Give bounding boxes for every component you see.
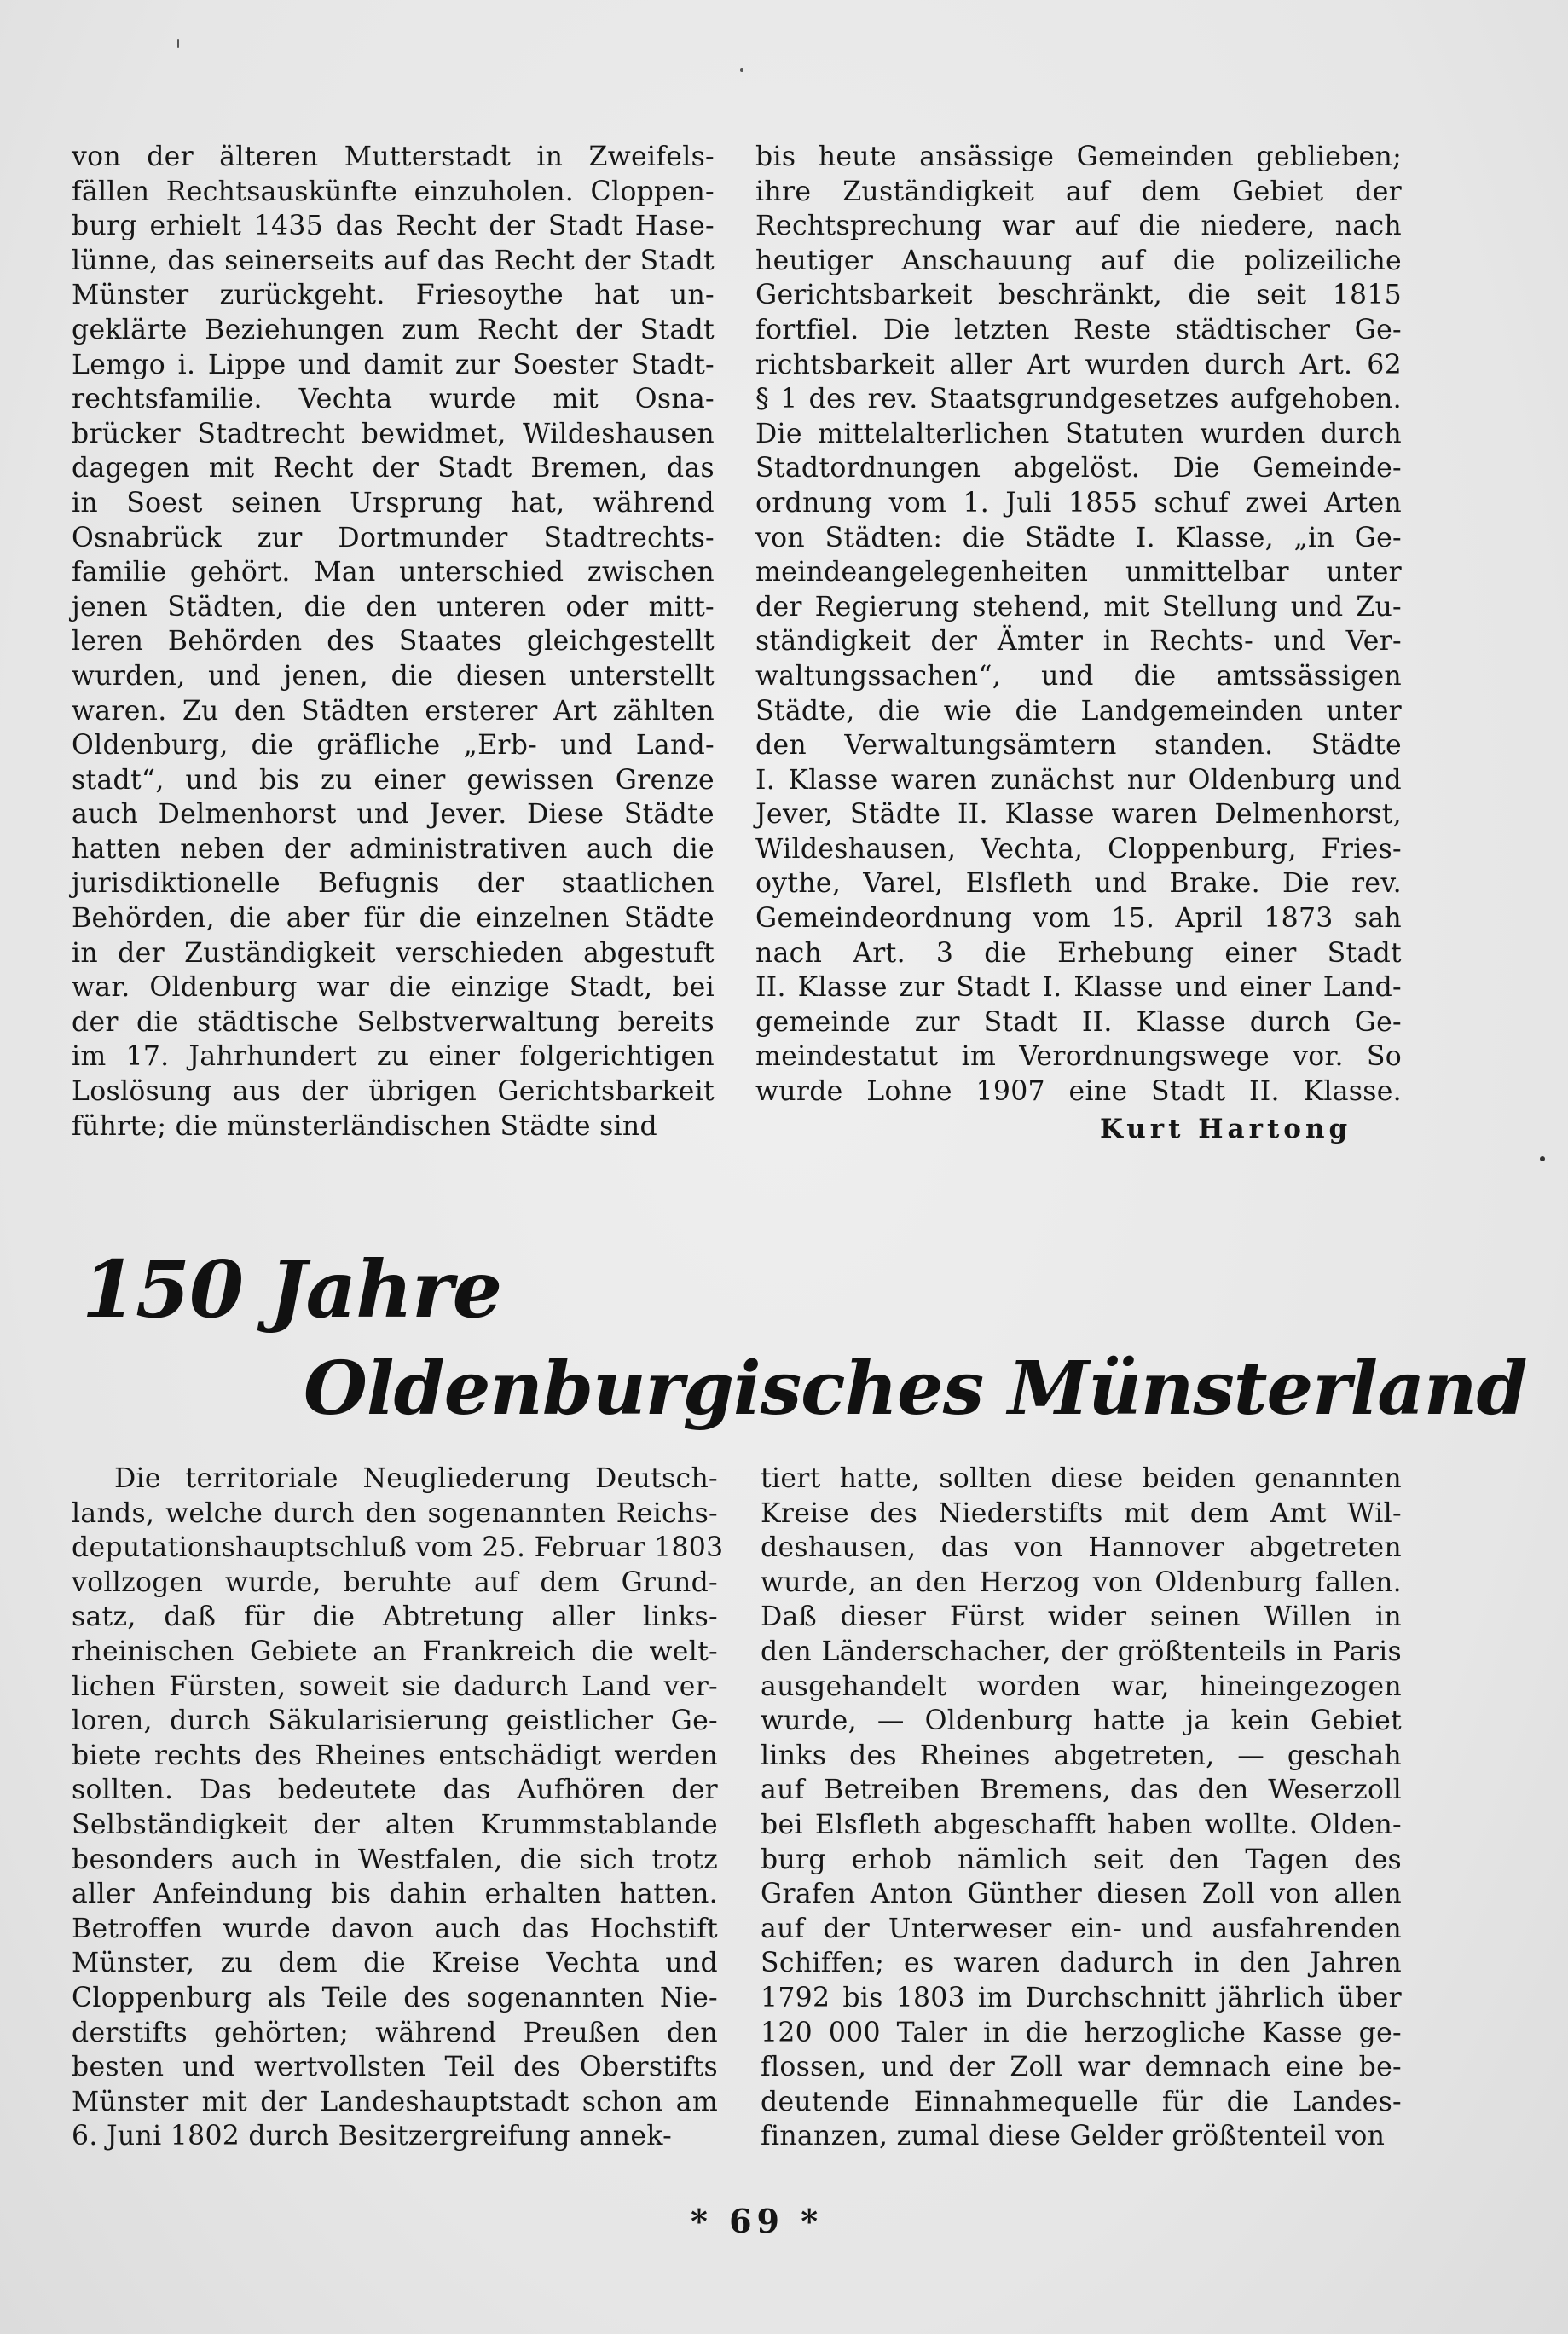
text-line: sollten. Das bedeutete das Aufhören der (72, 1775, 718, 1806)
text-line: Schiffen; es waren dadurch in den Jahren (761, 1948, 1402, 1979)
text-line: lands, welche durch den sogenannten Reichs- (72, 1497, 718, 1529)
text-line: heutiger Anschauung auf die polizeiliche (755, 245, 1402, 276)
text-line: den Verwaltungsämtern standen. Städte (755, 730, 1402, 762)
text-line: deshausen, das von Hannover abgetreten (761, 1532, 1402, 1564)
text-line: Gemeindeordnung vom 15. April 1873 sah (755, 903, 1402, 935)
text-line: Betroffen wurde davon auch das Hochstift (72, 1913, 718, 1944)
headline-line-1: 150 Jahre (82, 1243, 502, 1335)
text-line: dagegen mit Recht der Stadt Bremen, das (72, 453, 715, 484)
text-line: ständigkeit der Ämter in Rechts- und Ver- (755, 626, 1402, 657)
text-line: Cloppenburg als Teile des sogenannten Nie- (72, 1982, 718, 2013)
print-speck (177, 39, 179, 48)
text-line: den Länderschacher, der größtenteils in Paris (761, 1636, 1402, 1667)
author-signature: Kurt Hartong (1100, 1114, 1352, 1144)
text-line: waltungssachen“, und die amtssässigen (755, 660, 1402, 692)
text-line: brücker Stadtrecht bewidmet, Wildeshausen (72, 418, 715, 449)
text-line: Jever, Städte II. Klasse waren Delmenhorst, (755, 799, 1402, 831)
bottom-right-column (761, 1462, 1402, 2154)
text-line: I. Klasse waren zunächst nur Oldenburg und (755, 764, 1402, 796)
text-line: besten und wertvollsten Teil des Oberstifts (72, 2052, 718, 2083)
text-line: Osnabrück zur Dortmunder Stadtrechts- (72, 522, 715, 553)
text-line: jurisdiktionelle Befugnis der staatlichen (72, 868, 715, 900)
text-line: Rechtsprechung war auf die niedere, nach (755, 211, 1402, 242)
print-speck (740, 68, 743, 72)
text-line: Loslösung aus der übrigen Gerichtsbarkeit (72, 1076, 715, 1108)
text-line: von Städten: die Städte I. Klasse, „in Ge- (755, 522, 1402, 553)
text-line: Stadtordnungen abgelöst. Die Gemeinde- (755, 453, 1402, 484)
text-line: hatten neben der administrativen auch die (72, 833, 715, 865)
text-line: Grafen Anton Günther diesen Zoll von allen (761, 1879, 1402, 1910)
text-line: in der Zuständigkeit verschieden abgestuft (72, 937, 715, 969)
text-line: satz, daß für die Abtretung aller links- (72, 1601, 718, 1633)
text-line: Behörden, die aber für die einzelnen Städte (72, 903, 715, 935)
top-left-column (72, 140, 715, 1144)
text-line: Münster, zu dem die Kreise Vechta und (72, 1948, 718, 1979)
text-line: II. Klasse zur Stadt I. Klasse und einer Land- (755, 972, 1402, 1004)
text-line: war. Oldenburg war die einzige Stadt, bei (72, 972, 715, 1004)
text-line: deputationshauptschluß vom 25. Februar 1803 (72, 1532, 724, 1564)
text-line: führte; die münsterländischen Städte sind (72, 1110, 657, 1142)
text-line: ihre Zuständigkeit auf dem Gebiet der (755, 176, 1402, 207)
text-line: Kreise des Niederstifts mit dem Amt Wil- (761, 1497, 1402, 1529)
text-line: der Regierung stehend, mit Stellung und Zu- (755, 591, 1402, 623)
text-line: von der älteren Mutterstadt in Zweifels- (72, 142, 715, 172)
text-line: stadt“, und bis zu einer gewissen Grenze (72, 764, 715, 796)
page-number: * 69 * (691, 2202, 824, 2240)
text-line: besonders auch in Westfalen, die sich trotz (72, 1844, 718, 1875)
text-line: biete rechts des Rheines entschädigt werden (72, 1740, 718, 1771)
text-line: loren, durch Säkularisierung geistlicher Ge- (72, 1706, 718, 1737)
text-line: der die städtische Selbstverwaltung bereits (72, 1006, 715, 1038)
text-line: wurde, — Oldenburg hatte ja kein Gebiet (761, 1706, 1402, 1737)
text-line: jenen Städten, die den unteren oder mitt- (72, 591, 715, 623)
text-line: lünne, das seinerseits auf das Recht der Stadt (72, 245, 715, 276)
text-line: Wildeshausen, Vechta, Cloppenburg, Fries- (755, 833, 1402, 865)
text-line: links des Rheines abgetreten, — geschah (761, 1740, 1402, 1771)
text-line: lichen Fürsten, soweit sie dadurch Land ver- (72, 1671, 718, 1702)
text-line: nach Art. 3 die Erhebung einer Stadt (755, 937, 1402, 969)
text-line: auch Delmenhorst und Jever. Diese Städte (72, 799, 715, 831)
text-line: deutende Einnahmequelle für die Landes- (761, 2086, 1402, 2117)
text-line: geklärte Beziehungen zum Recht der Stadt (72, 314, 715, 345)
text-line: Gerichtsbarkeit beschränkt, die seit 1815 (755, 280, 1402, 311)
text-line: Die mittelalterlichen Statuten wurden durch (755, 418, 1402, 449)
text-line: auf Betreiben Bremens, das den Weserzoll (761, 1775, 1402, 1806)
text-line: vollzogen wurde, beruhte auf dem Grund- (72, 1567, 718, 1598)
text-line: Selbständigkeit der alten Krummstablande (72, 1809, 718, 1840)
text-line: Münster zurückgeht. Friesoythe hat un- (72, 280, 715, 311)
text-line: burg erhob nämlich seit den Tagen des (761, 1844, 1402, 1875)
text-line: im 17. Jahrhundert zu einer folgerichtigen (72, 1041, 715, 1073)
text-line: Oldenburg, die gräfliche „Erb- und Land- (72, 730, 715, 762)
text-line: Städte, die wie die Landgemeinden unter (755, 695, 1402, 727)
text-line: tiert hatte, sollten diese beiden genannten (761, 1463, 1402, 1494)
text-line: flossen, und der Zoll war demnach eine be- (761, 2052, 1402, 2083)
text-line: burg erhielt 1435 das Recht der Stadt Hase- (72, 211, 715, 242)
text-line: meindeangelegenheiten unmittelbar unter (755, 557, 1402, 588)
text-line: familie gehört. Man unterschied zwischen (72, 557, 715, 588)
text-line: leren Behörden des Staates gleichgestellt (72, 626, 715, 657)
text-line: wurden, und jenen, die diesen unterstellt (72, 660, 715, 692)
text-line: richtsbarkeit aller Art wurden durch Art. 62 (755, 349, 1402, 380)
text-line: ausgehandelt worden war, hineingezogen (761, 1671, 1402, 1702)
text-line: fällen Rechtsauskünfte einzuholen. Cloppen- (72, 176, 715, 207)
text-line: 6. Juni 1802 durch Besitzergreifung annek- (72, 2121, 673, 2152)
text-line: rheinischen Gebiete an Frankreich die welt- (72, 1636, 718, 1667)
print-speck (1540, 1156, 1545, 1161)
text-line: Münster mit der Landeshauptstadt schon am (72, 2086, 718, 2117)
text-line: fortfiel. Die letzten Reste städtischer Ge- (755, 314, 1402, 345)
text-line: waren. Zu den Städten ersterer Art zählten (72, 695, 715, 727)
text-line: Lemgo i. Lippe und damit zur Soester Stadt- (72, 349, 715, 380)
text-line: gemeinde zur Stadt II. Klasse durch Ge- (755, 1006, 1402, 1038)
text-line: aller Anfeindung bis dahin erhalten hatten. (72, 1879, 718, 1910)
text-line: 120 000 Taler in die herzogliche Kasse ge- (761, 2017, 1402, 2048)
text-line: bis heute ansässige Gemeinden geblieben; (755, 142, 1402, 172)
text-line: Daß dieser Fürst wider seinen Willen in (761, 1601, 1402, 1633)
text-line: oythe, Varel, Elsfleth und Brake. Die rev. (755, 868, 1402, 900)
text-line: 1792 bis 1803 im Durchschnitt jährlich über (761, 1982, 1402, 2013)
text-line: bei Elsfleth abgeschafft haben wollte. Olden- (761, 1809, 1402, 1840)
headline-line-2: Oldenburgisches Münsterland (304, 1346, 1527, 1432)
text-line: § 1 des rev. Staatsgrundgesetzes aufgehoben. (755, 384, 1402, 415)
text-line: ordnung vom 1. Juli 1855 schuf zwei Arten (755, 487, 1402, 518)
text-line: wurde Lohne 1907 eine Stadt II. Klasse. (755, 1076, 1402, 1108)
bottom-left-column (72, 1462, 724, 2154)
text-line: derstifts gehörten; während Preußen den (72, 2017, 718, 2048)
text-line: auf der Unterweser ein- und ausfahrenden (761, 1913, 1402, 1944)
text-line: Die territoriale Neugliederung Deutsch- (114, 1463, 718, 1494)
text-line: finanzen, zumal diese Gelder größtenteil von (761, 2121, 1386, 2152)
text-line: wurde, an den Herzog von Oldenburg fallen. (761, 1567, 1402, 1598)
text-line: in Soest seinen Ursprung hat, während (72, 487, 715, 518)
top-right-column (755, 140, 1402, 1109)
text-line: meindestatut im Verordnungswege vor. So (755, 1041, 1402, 1073)
text-line: rechtsfamilie. Vechta wurde mit Osna- (72, 384, 715, 415)
